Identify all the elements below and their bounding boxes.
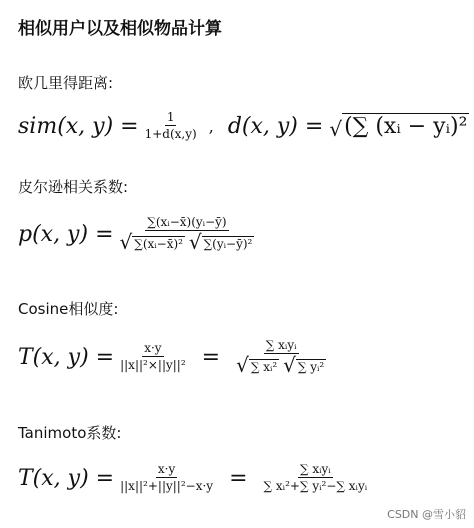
page-title: 相似用户以及相似物品计算	[18, 19, 222, 39]
pearson-den-b: ∑(yᵢ−ȳ)²	[203, 237, 253, 252]
cosine-den2	[234, 354, 328, 376]
pearson-label: 皮尔逊相关系数:	[18, 178, 129, 196]
euclid-sqrt	[329, 113, 469, 142]
pearson-num: ∑(xᵢ−x̄)(yᵢ−ȳ)	[145, 215, 228, 231]
csdn-watermark: CSDN @雪小貂	[387, 508, 466, 521]
pearson-fraction	[118, 215, 257, 253]
cosine-sqrt-a	[236, 353, 279, 378]
euclid-num: 1	[165, 110, 177, 126]
pearson-sqrt-b	[188, 230, 255, 255]
tanimoto-num2: ∑ xᵢyᵢ	[298, 462, 333, 478]
pearson-formula	[18, 215, 260, 253]
pearson-den-a: ∑(xᵢ−x̄)²	[134, 237, 183, 252]
tanimoto-den2: ∑ xᵢ²+∑ yᵢ²−∑ xᵢyᵢ	[263, 479, 368, 494]
tanimoto-fraction-2	[262, 462, 370, 494]
radical-icon: √	[119, 230, 133, 255]
euclid-lhs2: d(x, y) =	[227, 113, 324, 139]
tanimoto-formula	[18, 462, 373, 494]
cosine-den2a: ∑ xᵢ²	[250, 360, 278, 375]
radical-icon: √	[329, 117, 343, 142]
cosine-den2b: ∑ yᵢ²	[297, 360, 325, 375]
euclid-lhs: sim(x, y) =	[18, 113, 139, 139]
radical-icon: √	[283, 353, 296, 378]
tanimoto-fraction-1	[118, 462, 215, 494]
pearson-den	[118, 231, 257, 253]
cosine-num1: x·y	[142, 341, 163, 357]
radical-icon: √	[236, 353, 249, 378]
euclid-rhs2: (∑ (xᵢ − yᵢ)²	[344, 114, 468, 140]
cosine-lhs: T(x, y) =	[18, 344, 115, 370]
cosine-num2: ∑ xᵢyᵢ	[264, 338, 299, 354]
cosine-den1: ||x||²×||y||²	[120, 358, 186, 373]
cosine-fraction-1	[118, 341, 188, 373]
tanimoto-num1: x·y	[156, 462, 177, 478]
cosine-fraction-2	[234, 338, 328, 376]
tanimoto-label: Tanimoto系数:	[18, 424, 122, 442]
cosine-formula	[18, 338, 332, 376]
tanimoto-lhs: T(x, y) =	[18, 465, 115, 491]
pearson-lhs: p(x, y) =	[18, 221, 114, 247]
euclid-label: 欧几里得距离:	[18, 74, 114, 92]
cosine-equals: =	[201, 344, 221, 370]
cosine-sqrt-b	[283, 353, 326, 378]
pearson-sqrt-a	[119, 230, 186, 255]
radical-icon: √	[188, 230, 202, 255]
euclid-formula	[18, 110, 469, 142]
euclid-den: 1+d(x,y)	[144, 127, 197, 142]
cosine-label: Cosine相似度:	[18, 300, 119, 318]
tanimoto-den1: ||x||²+||y||²−x·y	[120, 479, 214, 494]
euclid-fraction	[143, 110, 199, 142]
euclid-separator: ,	[208, 116, 214, 136]
tanimoto-equals: =	[229, 465, 248, 491]
